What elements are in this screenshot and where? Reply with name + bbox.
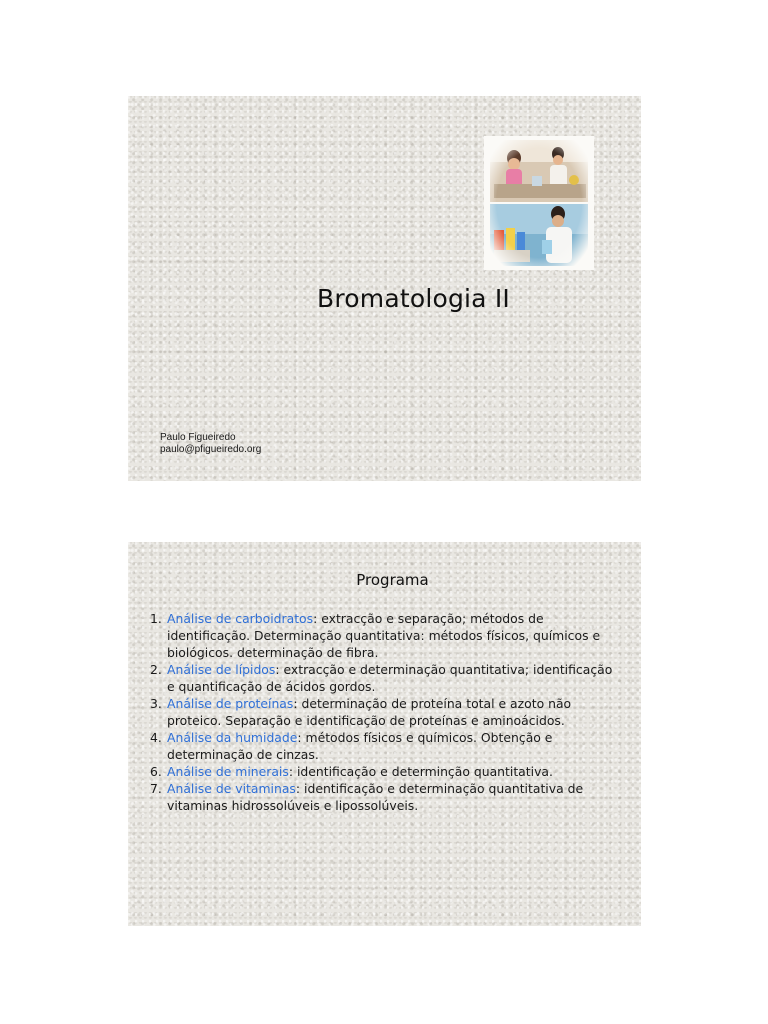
item-description: : identificação e determinação quantitativa de vitaminas hidrossolúveis e lipossolúveis.	[167, 781, 584, 813]
slide-programa	[128, 542, 641, 926]
item-number: 6.	[150, 764, 162, 779]
slide-title	[128, 96, 641, 481]
programa-list	[150, 610, 620, 814]
item-description: : identificação e determinção quantitativa.	[288, 764, 553, 779]
item-description: : determinação de proteína total e azoto não proteico. Separação e identificação de proteínas e aminoácidos.	[167, 696, 572, 728]
item-topic: Análise de minerais	[167, 764, 289, 779]
list-item	[150, 695, 620, 729]
item-topic: Análise de lípidos	[167, 662, 276, 677]
item-description: : extracção e determinação quantitativa; identificação e quantificação de ácidos gordos.	[167, 662, 613, 694]
programa-title: Programa	[356, 571, 429, 589]
list-item	[150, 763, 620, 780]
list-item	[150, 610, 620, 661]
author-block	[160, 432, 261, 456]
list-item	[150, 729, 620, 763]
item-number: 2.	[150, 662, 162, 677]
lab-photo-collage-icon	[484, 136, 594, 270]
author-email: paulo@pfigueiredo.org	[160, 444, 262, 455]
item-topic: Análise de vitaminas	[167, 781, 296, 796]
item-description: : extracção e separação; métodos de identificação. Determinação quantitativa: métodos físicos, químicos e biológicos. determinação de fibra.	[167, 611, 601, 660]
item-number: 1.	[150, 611, 162, 626]
author-name: Paulo Figueiredo	[160, 432, 236, 443]
item-number: 4.	[150, 730, 162, 745]
item-topic: Análise da humidade	[167, 730, 298, 745]
item-topic: Análise de proteínas	[167, 696, 294, 711]
item-number: 7.	[150, 781, 162, 796]
item-description: : métodos físicos e químicos. Obtenção e determinação de cinzas.	[167, 730, 553, 762]
item-number: 3.	[150, 696, 162, 711]
list-item	[150, 661, 620, 695]
item-topic: Análise de carboidratos	[167, 611, 314, 626]
slide-title-text: Bromatologia II	[316, 284, 510, 313]
list-item	[150, 780, 620, 814]
